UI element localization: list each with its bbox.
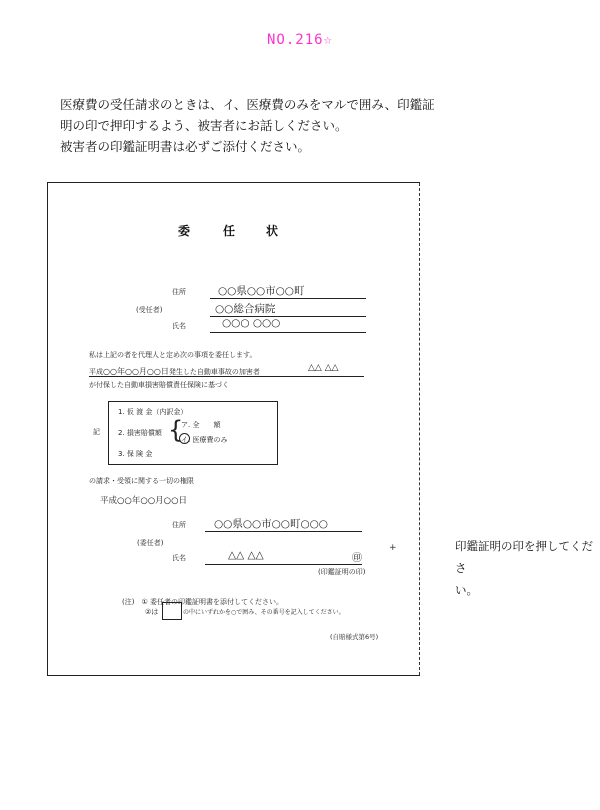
delegate-name-label: 氏名 bbox=[172, 322, 186, 330]
delegate-role-label: (受任者) bbox=[136, 306, 163, 314]
seal-instruction-line-1: 印鑑証明の印を押してくださ bbox=[455, 539, 593, 575]
form-title-char-2: 任 bbox=[223, 224, 236, 238]
principal-name-value: △△ △△ bbox=[228, 549, 264, 561]
item-2-brace: { bbox=[168, 416, 184, 444]
principal-name-line bbox=[205, 564, 362, 565]
delegate-address-line bbox=[210, 298, 366, 299]
body-line-1: 私は上記の者を代理人と定め次の事項を委任します。 bbox=[89, 351, 257, 359]
instruction-line-2: 明の印で押印するよう、被害者にお話しください。 bbox=[60, 118, 348, 133]
signing-date: 平成○○年○○月○○日 bbox=[100, 496, 188, 506]
principal-role-label: (委任者) bbox=[137, 539, 164, 547]
delegate-name-line bbox=[210, 332, 366, 333]
perpetrator-name: △△ △△ bbox=[308, 363, 339, 373]
delegate-hospital-value: ○○総合病院 bbox=[215, 303, 276, 315]
receipt-authority-line: の請求・受領に関する一切の権限 bbox=[89, 477, 194, 485]
seal-note: (印鑑証明の印) bbox=[318, 568, 366, 576]
body-line-3: が付保した自動車損害賠償責任保険に基づく bbox=[89, 381, 229, 389]
items-marker: 記 bbox=[93, 428, 100, 436]
delegate-name-value: ○○○ ○○○ bbox=[222, 317, 281, 329]
delegate-address-value: ○○県○○市○○町 bbox=[218, 285, 305, 297]
instruction-line-1: 医療費の受任請求のときは、イ、医療費のみをマルで囲み、印鑑証 bbox=[60, 97, 435, 112]
note-2-suffix: の中にいずれかを○で囲み、その番号を記入してください。 bbox=[183, 609, 345, 616]
item-2-sub-b: イ. 医療費のみ bbox=[181, 436, 228, 444]
document-number: NO.216☆ bbox=[266, 32, 333, 48]
form-title-char-3: 状 bbox=[266, 224, 279, 238]
principal-address-value: ○○県○○市○○町○○○ bbox=[214, 518, 328, 530]
delegate-address-label: 住所 bbox=[172, 288, 186, 296]
side-tick-mark: + bbox=[389, 543, 397, 553]
accident-date: ○○年○○月○○日 bbox=[103, 367, 169, 376]
body-line-2-underline bbox=[89, 376, 364, 377]
form-title-char-1: 委 bbox=[178, 224, 191, 238]
item-1: 1. 仮 渡 金（内訳金） bbox=[118, 408, 188, 416]
item-2-sub-a: ア. 全 額 bbox=[181, 421, 221, 429]
item-3: 3. 保 険 金 bbox=[118, 450, 153, 458]
item-number-box bbox=[162, 602, 182, 620]
form-code: (自賠様式第6号) bbox=[330, 633, 379, 641]
form-right-border bbox=[419, 183, 420, 675]
principal-address-label: 住所 bbox=[172, 521, 186, 529]
seal-instruction-line-2: い。 bbox=[455, 583, 478, 597]
principal-name-label: 氏名 bbox=[172, 554, 186, 562]
body-line-2-prefix: 平成 bbox=[89, 368, 103, 376]
note-1: (注) ① 委任者の印鑑証明書を添付してください。 bbox=[122, 598, 283, 606]
principal-address-line bbox=[205, 531, 362, 532]
item-2: 2. 損害賠償額 bbox=[118, 429, 162, 437]
body-line-2-mid: 発生した自動車事故の加害者 bbox=[168, 368, 260, 376]
seal-instruction-note bbox=[455, 535, 600, 601]
note-2-prefix: ②は bbox=[145, 608, 159, 616]
instruction-line-3: 被害者の印鑑証明書は必ずご添付ください。 bbox=[60, 139, 311, 154]
seal-mark: ㊞ bbox=[352, 553, 362, 564]
